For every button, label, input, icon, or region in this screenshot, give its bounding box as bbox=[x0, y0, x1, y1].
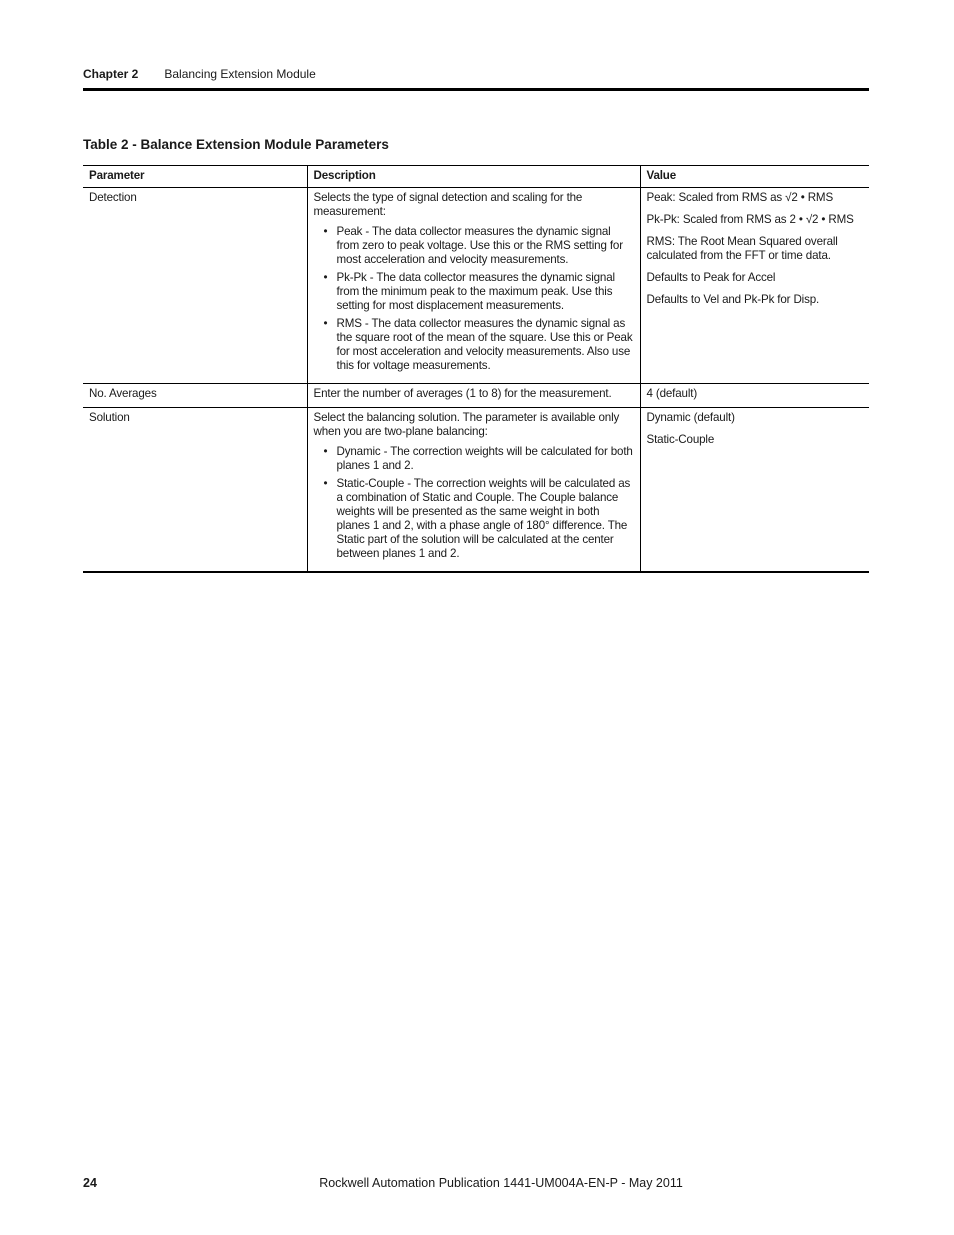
list-item: • Static-Couple - The correction weights will be calculated as a combination of Static and Couple. The Couple balance weights will be presented as the same weight in both planes 1 and 2, with a phase angle of 180° difference. The Static part of the solution will be calculated at the center between planes 1 and 2. bbox=[324, 477, 634, 561]
value-cell bbox=[640, 408, 869, 573]
value-item: Dynamic (default) bbox=[646, 411, 735, 424]
list-item: • RMS - The data collector measures the dynamic signal as the square root of the mean of the square. Use this or Peak for most acceleration and velocity measurements. Also use this for voltage measurements. bbox=[324, 317, 634, 373]
parameter-cell: Detection bbox=[83, 188, 307, 384]
page-number: 24 bbox=[83, 1176, 97, 1190]
parameters-table bbox=[83, 165, 869, 573]
column-header-description: Description bbox=[307, 166, 640, 188]
chapter-label: Chapter 2 bbox=[83, 67, 139, 81]
description-cell bbox=[307, 408, 640, 573]
table-row-solution bbox=[83, 408, 869, 573]
value-item: Pk-Pk: Scaled from RMS as 2 • √2 • RMS bbox=[646, 213, 854, 226]
table-header-row bbox=[83, 166, 869, 188]
option-list bbox=[314, 225, 634, 373]
value-item: Defaults to Peak for Accel bbox=[646, 271, 776, 284]
value-item: Static-Couple bbox=[646, 433, 715, 446]
value-item: Defaults to Vel and Pk-Pk for Disp. bbox=[646, 293, 820, 306]
table-title: Table 2 - Balance Extension Module Parameters bbox=[83, 137, 389, 152]
table-row-detection bbox=[83, 188, 869, 384]
running-header bbox=[83, 66, 869, 82]
header-rule bbox=[83, 88, 869, 91]
value-cell bbox=[640, 188, 869, 384]
column-header-parameter: Parameter bbox=[83, 166, 307, 188]
description-cell: Enter the number of averages (1 to 8) for the measurement. bbox=[307, 384, 640, 408]
list-item: • Dynamic - The correction weights will be calculated for both planes 1 and 2. bbox=[324, 445, 634, 473]
list-item: • Peak - The data collector measures the dynamic signal from zero to peak voltage. Use this or the RMS setting for most acceleration and velocity measurements. bbox=[324, 225, 634, 267]
description-cell bbox=[307, 188, 640, 384]
option-list bbox=[314, 445, 634, 561]
chapter-title: Balancing Extension Module bbox=[164, 67, 316, 81]
publication-info: Rockwell Automation Publication 1441-UM004A-EN-P - May 2011 bbox=[319, 1176, 683, 1190]
parameter-cell: Solution bbox=[83, 408, 307, 573]
column-header-value: Value bbox=[640, 166, 869, 188]
value-item: 4 (default) bbox=[646, 387, 698, 400]
description-text: Select the balancing solution. The parameter is available only when you are two-plane balancing: bbox=[313, 411, 620, 438]
table-row-no-averages bbox=[83, 384, 869, 408]
value-item: Peak: Scaled from RMS as √2 • RMS bbox=[646, 191, 834, 204]
value-item: RMS: The Root Mean Squared overall calculated from the FFT or time data. bbox=[646, 235, 838, 262]
list-item: • Pk-Pk - The data collector measures the dynamic signal from the minimum peak to the maximum peak. Use this setting for most displacement measurements. bbox=[324, 271, 634, 313]
value-cell bbox=[640, 384, 869, 408]
description-text: Selects the type of signal detection and scaling for the measurement: bbox=[313, 191, 583, 218]
parameter-cell: No. Averages bbox=[83, 384, 307, 408]
